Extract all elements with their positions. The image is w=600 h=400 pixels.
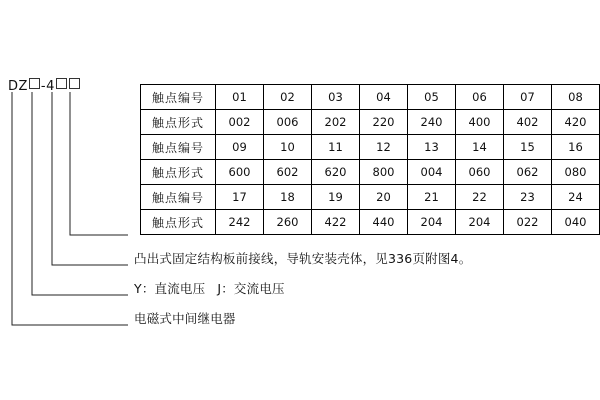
table-cell: 18 (264, 185, 312, 210)
table-cell: 05 (408, 85, 456, 110)
table-cell: 420 (552, 110, 600, 135)
model-code-middle: -4 (40, 79, 55, 94)
table-cell: 21 (408, 185, 456, 210)
table-cell: 602 (264, 160, 312, 185)
row-header: 触点形式 (141, 110, 216, 135)
row-header: 触点编号 (141, 185, 216, 210)
table-cell: 16 (552, 135, 600, 160)
table-cell: 260 (264, 210, 312, 235)
annotation-voltage-dc: Y：直流电压 (134, 281, 206, 296)
row-header: 触点形式 (141, 160, 216, 185)
table-cell: 03 (312, 85, 360, 110)
table-cell: 07 (504, 85, 552, 110)
table-row (141, 110, 600, 135)
table-cell: 17 (216, 185, 264, 210)
table-cell: 204 (408, 210, 456, 235)
contact-table-wrapper (140, 84, 600, 235)
row-header: 触点编号 (141, 85, 216, 110)
table-cell: 402 (504, 110, 552, 135)
row-header: 触点编号 (141, 135, 216, 160)
table-cell: 242 (216, 210, 264, 235)
table-cell: 19 (312, 185, 360, 210)
table-cell: 11 (312, 135, 360, 160)
annotation-structure: 凸出式固定结构板前接线，导轨安装壳体，见336页附图4。 (134, 251, 472, 266)
table-cell: 15 (504, 135, 552, 160)
table-cell: 01 (216, 85, 264, 110)
table-cell: 13 (408, 135, 456, 160)
table-cell: 600 (216, 160, 264, 185)
annotation-voltage-ac: J：交流电压 (217, 281, 285, 296)
table-cell: 040 (552, 210, 600, 235)
row-header: 触点形式 (141, 210, 216, 235)
table-cell: 02 (264, 85, 312, 110)
table-cell: 620 (312, 160, 360, 185)
contact-table (140, 84, 600, 235)
table-cell: 220 (360, 110, 408, 135)
table-row (141, 160, 600, 185)
table-cell: 422 (312, 210, 360, 235)
table-cell: 20 (360, 185, 408, 210)
model-code-box-2 (56, 78, 67, 89)
table-cell: 10 (264, 135, 312, 160)
table-cell: 22 (456, 185, 504, 210)
table-row (141, 85, 600, 110)
table-cell: 060 (456, 160, 504, 185)
model-code-prefix: DZ (8, 79, 28, 94)
table-cell: 240 (408, 110, 456, 135)
table-cell: 062 (504, 160, 552, 185)
table-row (141, 185, 600, 210)
table-cell: 800 (360, 160, 408, 185)
model-code-box-1 (29, 78, 40, 89)
table-cell: 14 (456, 135, 504, 160)
table-cell: 006 (264, 110, 312, 135)
table-cell: 23 (504, 185, 552, 210)
table-cell: 202 (312, 110, 360, 135)
table-cell: 09 (216, 135, 264, 160)
table-cell: 24 (552, 185, 600, 210)
table-cell: 022 (504, 210, 552, 235)
table-cell: 04 (360, 85, 408, 110)
table-cell: 06 (456, 85, 504, 110)
annotation-voltage (134, 279, 285, 297)
model-code-box-3 (69, 78, 80, 89)
table-cell: 080 (552, 160, 600, 185)
table-cell: 002 (216, 110, 264, 135)
table-cell: 004 (408, 160, 456, 185)
table-cell: 08 (552, 85, 600, 110)
table-cell: 12 (360, 135, 408, 160)
table-cell: 440 (360, 210, 408, 235)
annotation-relay-type: 电磁式中间继电器 (134, 311, 236, 326)
table-row (141, 210, 600, 235)
table-row (141, 135, 600, 160)
table-cell: 204 (456, 210, 504, 235)
model-code-label (8, 78, 81, 94)
table-cell: 400 (456, 110, 504, 135)
